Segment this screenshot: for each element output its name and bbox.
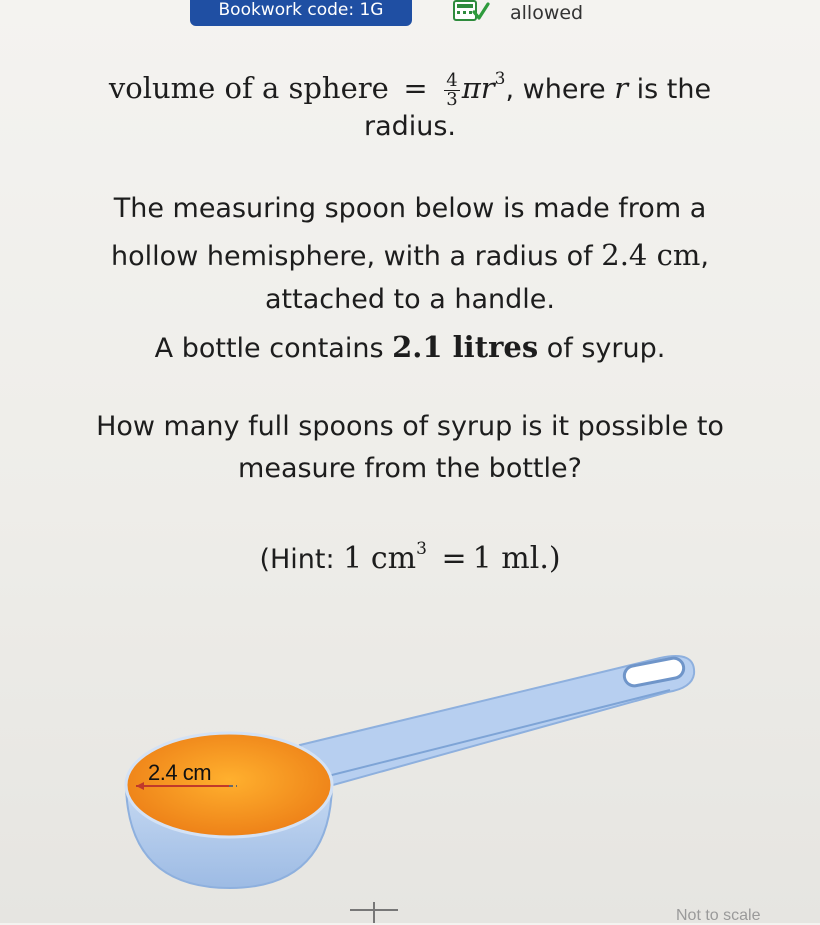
formula-fraction [444,72,459,109]
formula-lead: volume of a sphere [108,71,389,105]
bottle-text: A bottle contains [154,333,393,364]
hint-lhs-unit: cm [370,541,417,576]
fraction-numerator: 4 [446,70,458,91]
formula-is-the: is the [636,74,712,105]
bookwork-code-label: Bookwork code: 1G [218,0,384,20]
hint-exponent: 3 [416,539,427,559]
formula-equals: = [403,71,428,105]
measuring-spoon-diagram [0,640,820,923]
hint-equals: = [441,541,467,576]
radius-text: hollow hemisphere, with a radius of [111,241,602,272]
radius-value: 2.4 cm [601,238,701,272]
fraction-denominator: 3 [446,89,458,110]
hint-prefix: (Hint: [259,544,344,575]
problem-line-2 [0,238,820,274]
bottle-volume-value: 2.1 litres [392,330,539,364]
formula-r: r [480,71,495,105]
calculator-allowed-icon [450,0,490,22]
bookwork-code-tab[interactable] [190,0,412,26]
formula-line-2: radius. [363,111,457,142]
hint-lhs-number: 1 [343,541,363,576]
question-line-2: measure from the bottle? [238,453,582,484]
hint-line [0,532,820,577]
problem-line-3: attached to a handle. [265,284,555,315]
calculator-status-text: allowed [510,2,584,24]
radius-comma: , [700,241,709,272]
hint-rhs: 1 ml.) [472,541,561,576]
formula-pi: π [461,71,481,105]
not-to-scale-label: Not to scale [676,907,761,924]
problem-line-1: The measuring spoon below is made from a [113,193,707,224]
formula-line [0,62,820,109]
formula-where: , where [505,74,606,105]
question-line-1: How many full spoons of syrup is it possible to [96,411,724,442]
formula-exponent: 3 [494,69,506,89]
formula-r-variable: r [614,71,629,105]
problem-line-4 [0,330,820,366]
radius-label: 2.4 cm [148,760,212,785]
bottle-text-end: of syrup. [538,333,666,364]
